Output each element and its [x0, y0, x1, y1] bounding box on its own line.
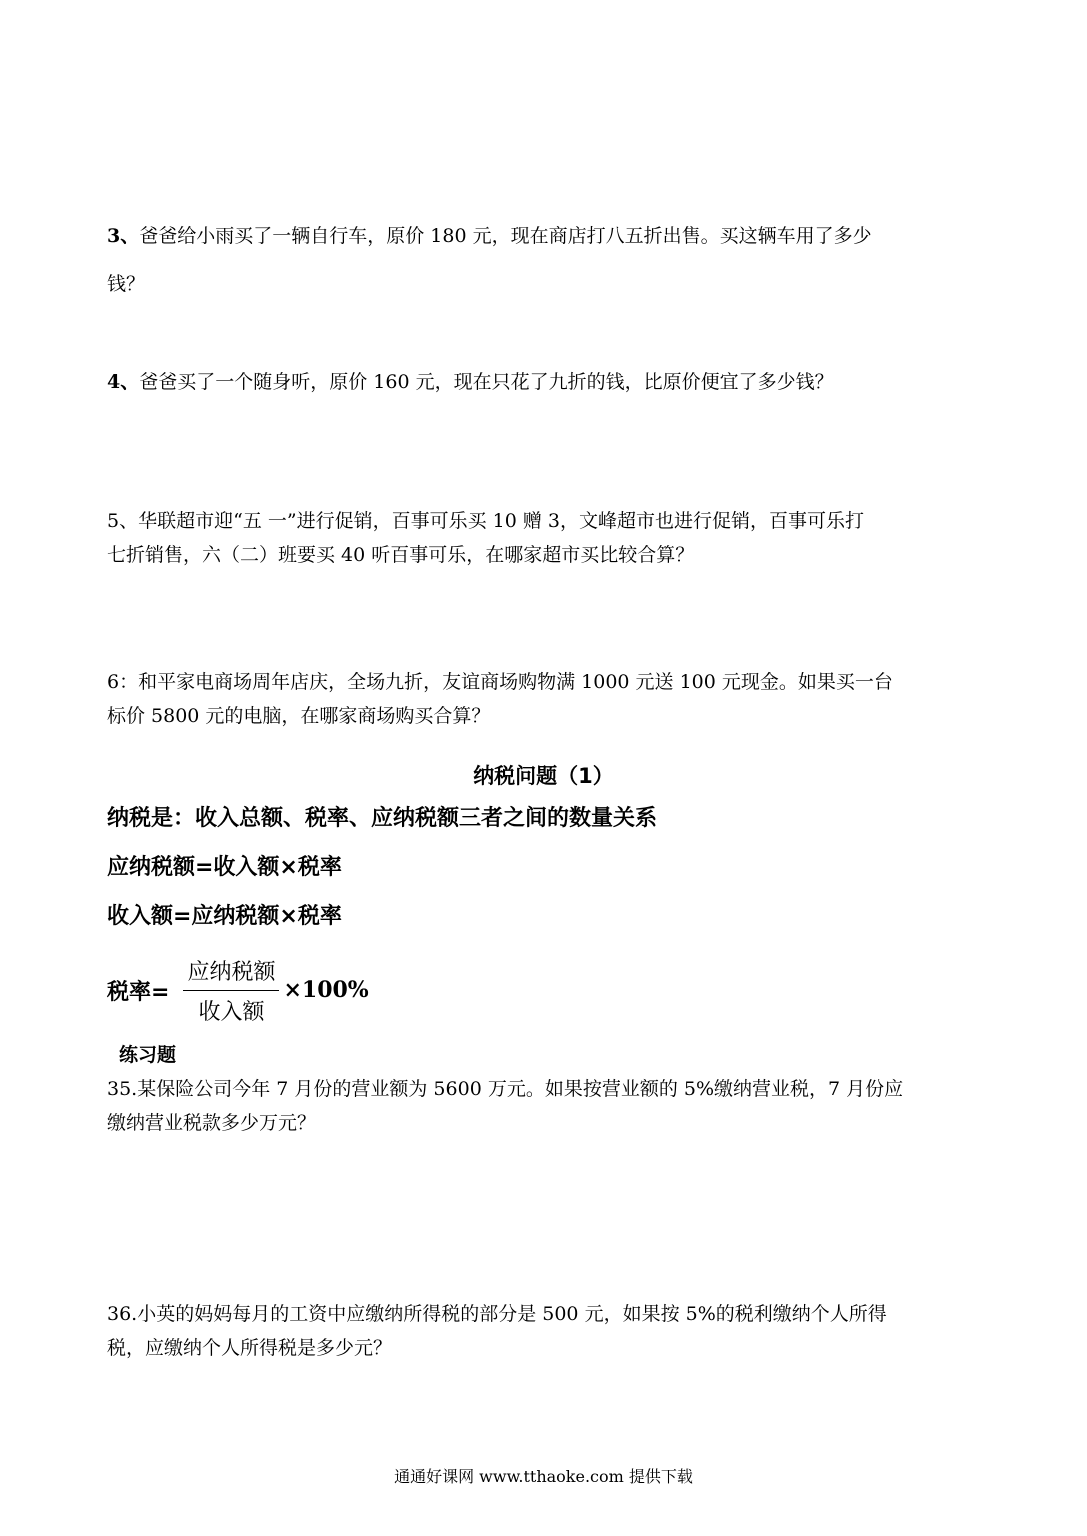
problem-5-line-1: 5、华联超市迎“五 一”进行促销，百事可乐买 10 赠 3，文峰超市也进行促销，百事可乐打	[107, 510, 864, 532]
formula-tax-amount: 应纳税额=收入额×税率	[107, 855, 342, 880]
exercise-36-line-2: 税，应缴纳个人所得税是多少元？	[107, 1337, 393, 1359]
problem-number: 6	[107, 671, 120, 693]
formula-multiplier: ×100%	[283, 977, 369, 1003]
problem-4	[107, 370, 985, 395]
problem-6-line-2: 标价 5800 元的电脑，在哪家商场购买合算？	[107, 705, 491, 727]
exercise-number: 36.	[107, 1303, 138, 1325]
tax-definition: 纳税是：收入总额、税率、应纳税额三者之间的数量关系	[107, 806, 658, 831]
problem-3	[107, 212, 985, 308]
exercise-36-line-1: 36.小英的妈妈每月的工资中应缴纳所得税的部分是 500 元，如果按 5%的税利缴纳个人所得	[107, 1303, 887, 1325]
exercise-35-line-2: 缴纳营业税款多少万元？	[107, 1112, 317, 1134]
exercise-number: 35.	[107, 1078, 138, 1100]
exercise-heading: 练习题	[119, 1044, 177, 1066]
problem-number: 4	[107, 371, 121, 393]
formula-tax-rate	[107, 955, 369, 1025]
section-title: 纳税问题（1）	[473, 764, 614, 788]
problem-3-line-1: 3、爸爸给小雨买了一辆自行车，原价 180 元，现在商店打八五折出售。买这辆车用了多少	[107, 225, 872, 247]
fraction-numerator: 应纳税额	[183, 955, 279, 991]
problem-5	[107, 504, 985, 572]
fraction	[183, 955, 279, 1026]
problem-3-line-2: 钱？	[107, 273, 146, 295]
problem-4-line-1: 4、爸爸买了一个随身听，原价 160 元，现在只花了九折的钱，比原价便宜了多少钱？	[107, 371, 834, 393]
problem-number: 5	[107, 510, 120, 532]
exercise-35-line-1: 35.某保险公司今年 7 月份的营业额为 5600 万元。如果按营业额的 5%缴纳营业税，7 月份应	[107, 1078, 904, 1100]
fraction-denominator: 收入额	[198, 999, 265, 1025]
problem-5-line-2: 七折销售，六（二）班要买 40 听百事可乐，在哪家超市买比较合算？	[107, 544, 695, 566]
formula-label: 税率=	[107, 979, 170, 1005]
problem-number: 3	[107, 225, 121, 247]
page-footer: 通通好课网 www.tthaoke.com 提供下载	[394, 1467, 693, 1486]
problem-6	[107, 665, 985, 733]
problem-6-line-1: 6：和平家电商场周年店庆，全场九折，友谊商场购物满 1000 元送 100 元现金。如果买一台	[107, 671, 893, 693]
exercise-35	[107, 1072, 985, 1140]
exercise-36	[107, 1297, 985, 1365]
formula-income: 收入额=应纳税额×税率	[107, 904, 342, 929]
